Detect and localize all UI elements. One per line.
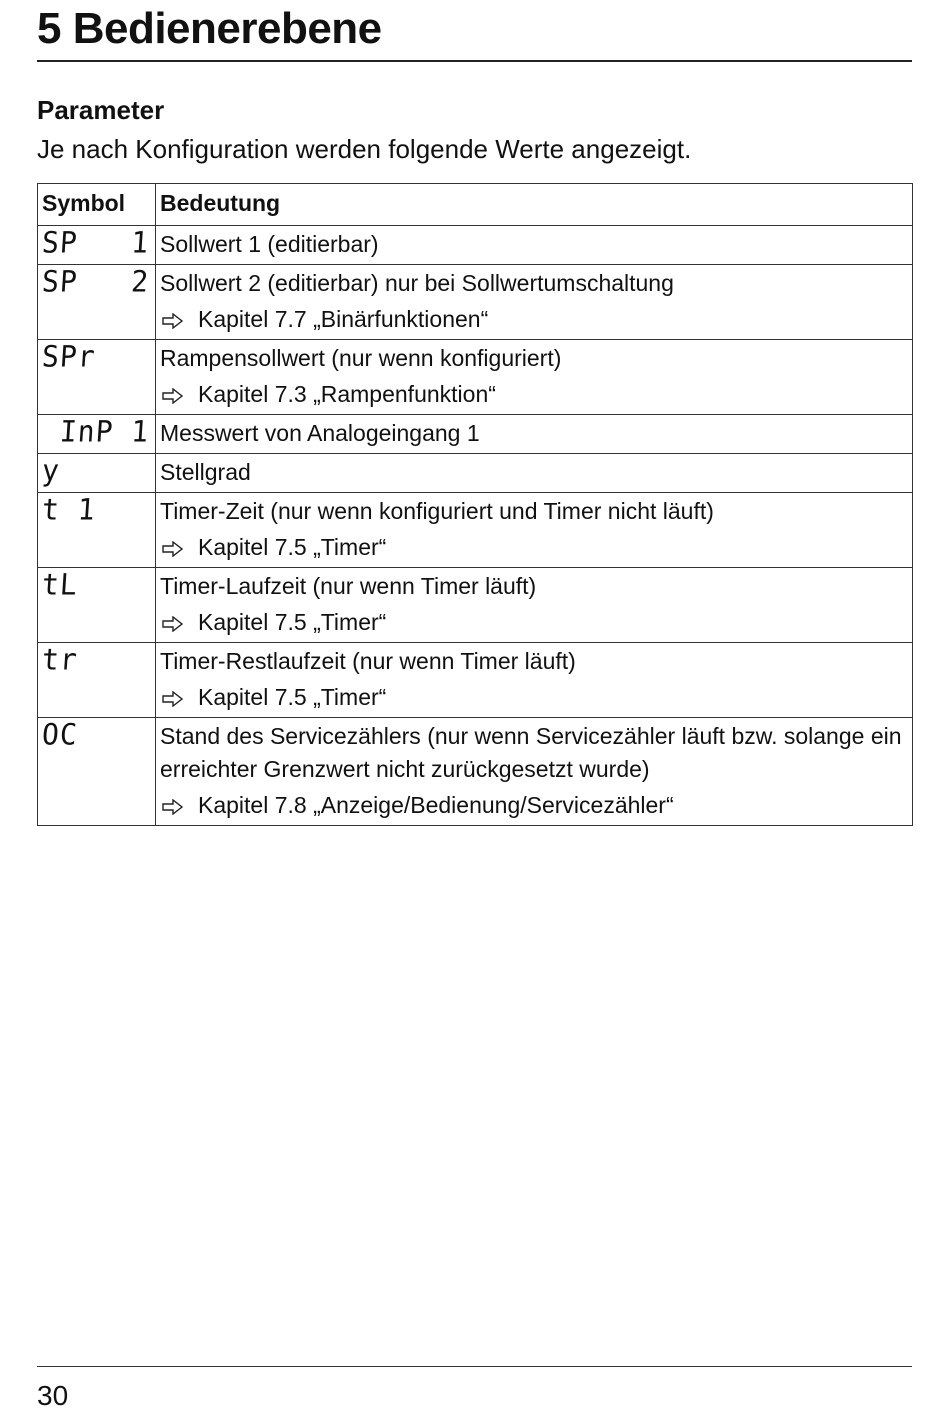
symbol-cell [38, 493, 156, 568]
meaning-cell [156, 265, 913, 340]
arrow-right-outline-icon [162, 313, 188, 329]
page-number: 30 [37, 1380, 69, 1411]
header-symbol: Symbol [38, 184, 156, 226]
display-symbol: tr [40, 642, 79, 677]
arrow-right-outline-icon [162, 541, 188, 557]
table-row [38, 493, 913, 568]
display-symbol: SPr [40, 339, 97, 374]
table-body [38, 226, 913, 826]
meaning-text: Rampensollwert (nur wenn konfiguriert) [160, 345, 562, 371]
footer-divider [37, 1366, 912, 1367]
meaning-cell [156, 718, 913, 826]
chapter-title: 5 Bedienerebene [37, 4, 382, 53]
table-row [38, 340, 913, 415]
meaning-text: Timer-Laufzeit (nur wenn Timer läuft) [160, 573, 537, 599]
symbol-cell [38, 265, 156, 340]
arrow-right-outline-icon [162, 799, 188, 815]
table-row [38, 415, 913, 454]
symbol-cell [38, 718, 156, 826]
meaning-cell [156, 643, 913, 718]
meaning-text: Stand des Servicezählers (nur wenn Servicezähler läuft bzw. solange ein erreichter Grenzwert nicht zurückgesetzt wurde) [160, 723, 902, 782]
meaning-text: Timer-Zeit (nur wenn konfiguriert und Timer nicht läuft) [160, 498, 714, 524]
reference-text: Kapitel 7.5 „Timer“ [198, 534, 387, 560]
reference-text: Kapitel 7.3 „Rampenfunktion“ [198, 381, 496, 407]
symbol-cell [38, 454, 156, 493]
chapter-reference [160, 378, 908, 411]
table-row [38, 718, 913, 826]
header-meaning: Bedeutung [156, 184, 913, 226]
display-symbol: InP 1 [40, 414, 151, 449]
chapter-reference [160, 303, 908, 336]
chapter-reference [160, 606, 908, 639]
reference-text: Kapitel 7.8 „Anzeige/Bedienung/Servicezähler“ [198, 792, 674, 818]
meaning-cell [156, 226, 913, 265]
chapter-reference [160, 681, 908, 714]
symbol-cell [38, 568, 156, 643]
table-header-row [38, 184, 913, 226]
parameter-table [37, 183, 913, 826]
reference-text: Kapitel 7.5 „Timer“ [198, 609, 387, 635]
meaning-cell [156, 415, 913, 454]
display-symbol: tL [40, 567, 79, 602]
chapter-reference [160, 531, 908, 564]
meaning-cell [156, 493, 913, 568]
table-row [38, 568, 913, 643]
arrow-right-outline-icon [162, 388, 188, 404]
meaning-cell [156, 454, 913, 493]
meaning-text: Sollwert 2 (editierbar) nur bei Sollwertumschaltung [160, 270, 674, 296]
section-heading: Parameter [37, 95, 165, 125]
arrow-right-outline-icon [162, 616, 188, 632]
table-row [38, 226, 913, 265]
chapter-reference [160, 789, 908, 822]
table-row [38, 643, 913, 718]
symbol-cell [38, 415, 156, 454]
reference-text: Kapitel 7.7 „Binärfunktionen“ [198, 306, 489, 332]
meaning-text: Timer-Restlaufzeit (nur wenn Timer läuft) [160, 648, 576, 674]
display-symbol: SP 1 [40, 225, 151, 260]
meaning-text: Stellgrad [160, 459, 251, 485]
arrow-right-outline-icon [162, 691, 188, 707]
table-row [38, 265, 913, 340]
display-symbol: SP 2 [40, 264, 151, 299]
reference-text: Kapitel 7.5 „Timer“ [198, 684, 387, 710]
display-symbol: OC [40, 717, 79, 752]
meaning-cell [156, 340, 913, 415]
meaning-text: Sollwert 1 (editierbar) [160, 231, 379, 257]
title-divider [37, 60, 912, 62]
display-symbol: y [40, 453, 62, 488]
symbol-cell [38, 226, 156, 265]
symbol-cell [38, 643, 156, 718]
symbol-cell [38, 340, 156, 415]
display-symbol: t 1 [40, 492, 97, 527]
meaning-text: Messwert von Analogeingang 1 [160, 420, 480, 446]
table-row [38, 454, 913, 493]
meaning-cell [156, 568, 913, 643]
intro-text: Je nach Konfiguration werden folgende Werte angezeigt. [37, 134, 692, 164]
